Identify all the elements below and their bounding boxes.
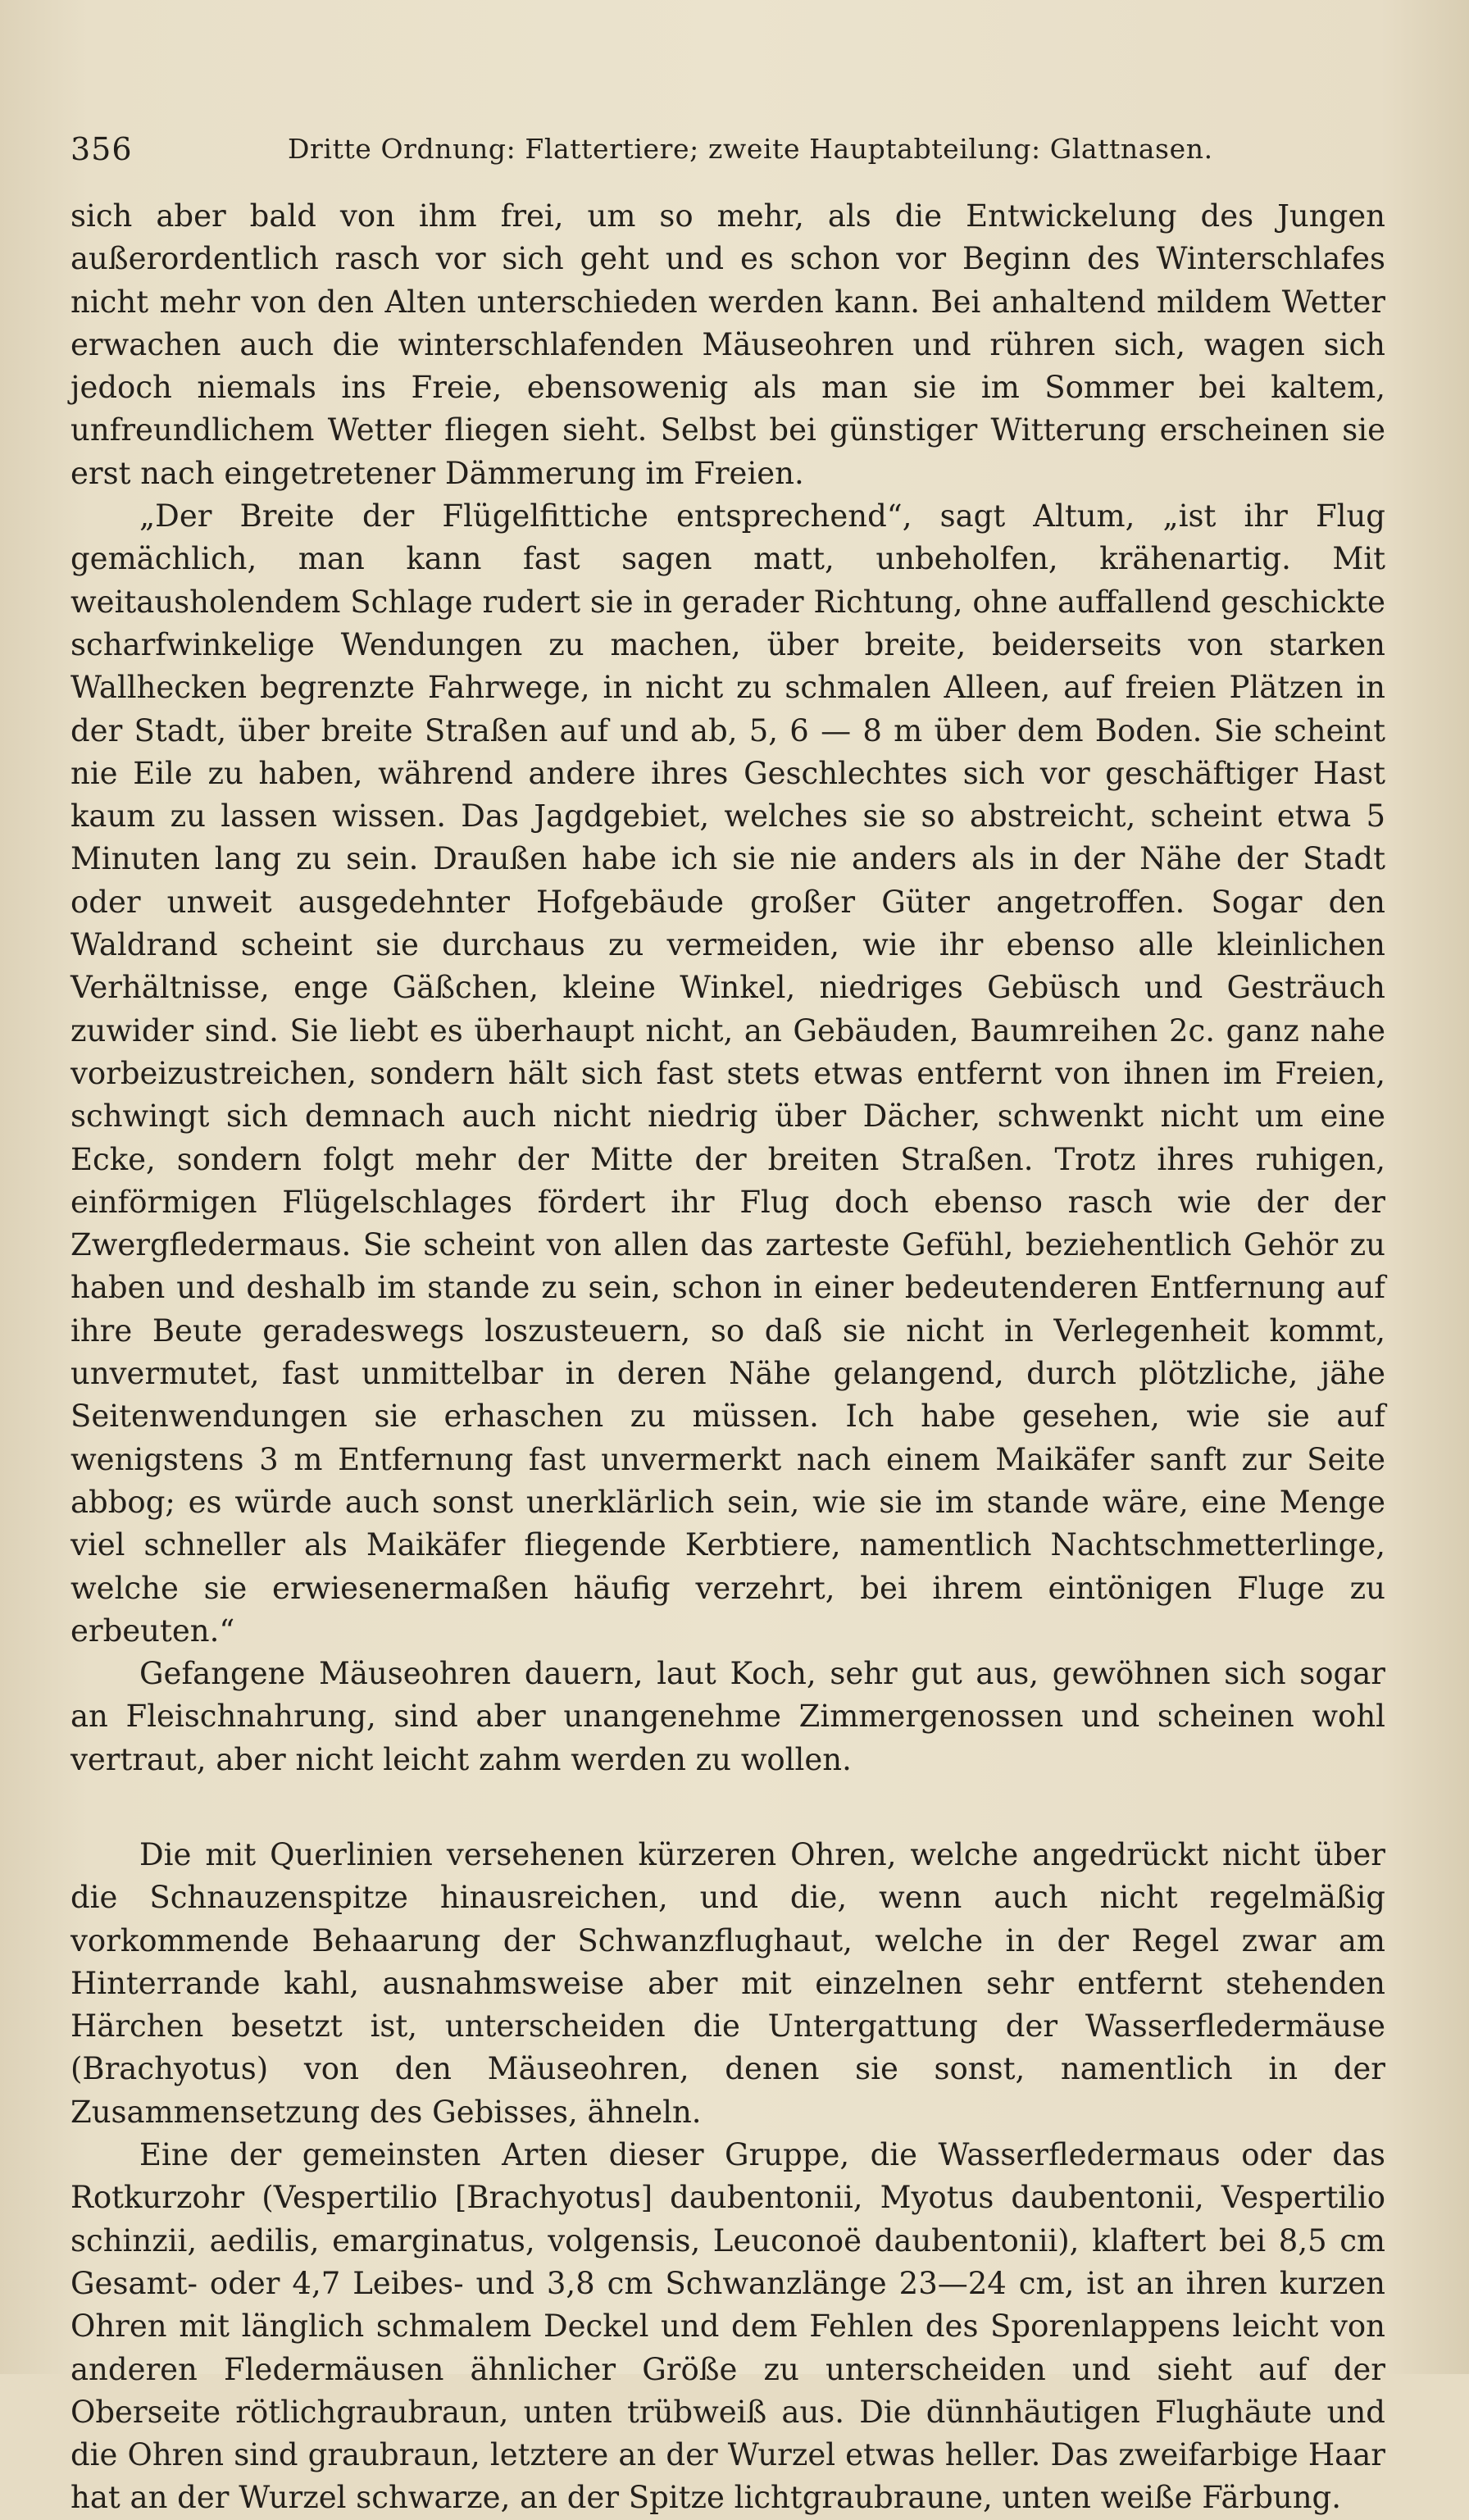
page-body [70, 195, 1385, 2520]
page-number: 356 [70, 131, 133, 167]
paragraph-captivity: Gefangene Mäuseohren dauern, laut Koch, sehr gut aus, gewöhnen sich sogar an Fleischnahrung, sind aber unangenehme Zimmergenossen und scheinen wohl vertraut, aber nicht leicht zahm werden zu wollen. [70, 1656, 1385, 1777]
page-header [70, 131, 1387, 172]
paragraph-altum-quote: „Der Breite der Flügelfittiche entsprechend“, sagt Altum, „ist ihr Flug gemächlich, man kann fast sagen matt, unbeholfen, krähenartig. Mit weitausholendem Schlage rudert sie in gerader Richtung, ohne auffallend geschickte scharfwinkelige Wendungen zu machen, über breite, beiderseits von starken Wallhecken begrenzte Fahrwege, in nicht zu schmalen Alleen, auf freien Plätzen in der Stadt, über breite Straßen auf und ab, 5, 6 — 8 m über dem Boden. Sie scheint nie Eile zu haben, während andere ihres Geschlechtes sich vor geschäftiger Hast kaum zu lassen wissen. Das Jagdgebiet, welches sie so abstreicht, scheint etwa 5 Minuten lang zu sein. Draußen habe ich sie nie anders als in der Nähe der Stadt oder unweit ausgedehnter Hofgebäude großer Güter angetroffen. Sogar den Waldrand scheint sie durchaus zu vermeiden, wie ihr ebenso alle kleinlichen Verhältnisse, enge Gäßchen, kleine Winkel, niedriges Gebüsch und Gesträuch zuwider sind. Sie liebt es überhaupt nicht, an Gebäuden, Baumreihen 2c. ganz nahe vorbeizustreichen, sondern hält sich fast stets etwas entfernt von ihnen im Freien, schwingt sich demnach auch nicht niedrig über Dächer, schwenkt nicht um eine Ecke, sondern folgt mehr der Mitte der breiten Straßen. Trotz ihres ruhigen, einförmigen Flügelschlages fördert ihr Flug doch ebenso rasch wie der der Zwergfledermaus. Sie scheint von allen das zarteste Gefühl, beziehentlich Gehör zu haben und deshalb im stande zu sein, schon in einer bedeutenderen Entfernung auf ihre Beute geradeswegs loszusteuern, so daß sie nicht in Verlegenheit kommt, unvermutet, fast unmittelbar in deren Nähe gelangend, durch plötzliche, jähe Seitenwendungen sie erhaschen zu müssen. Ich habe gesehen, wie sie auf wenigstens 3 m Entfernung fast unvermerkt nach einem Maikäfer sanft zur Seite abbog; es würde auch sonst unerklärlich sein, wie sie im stande wäre, eine Menge viel schneller als Maikäfer fliegende Kerbtiere, namentlich Nachtschmetterlinge, welche sie erwiesenermaßen häufig verzehrt, bei ihrem eintönigen Fluge zu erbeuten.“ [70, 498, 1385, 1649]
section-gap [70, 1781, 1385, 1834]
paragraph-brachyotus: Die mit Querlinien versehenen kürzeren Ohren, welche angedrückt nicht über die Schnauzenspitze hinausreichen, und die, wenn auch nicht regelmäßig vorkommende Behaarung der Schwanzflughaut, welche in der Regel zwar am Hinterrande kahl, ausnahmsweise aber mit einzelnen sehr entfernt stehenden Härchen besetzt ist, unterscheiden die Untergattung der Wasserfledermäuse (Brachyotus) von den Mäuseohren, denen sie sonst, namentlich in der Zusammensetzung des Gebisses, ähneln. [70, 1836, 1385, 2130]
paragraph-continuation: sich aber bald von ihm frei, um so mehr, als die Entwickelung des Jungen außerordentlich rasch vor sich geht und es schon vor Beginn des Winterschlafes nicht mehr von den Alten unterschieden werden kann. Bei anhaltend mildem Wetter erwachen auch die winterschlafenden Mäuseohren und rühren sich, wagen sich jedoch niemals ins Freie, ebensowenig als man sie im Sommer bei kaltem, unfreundlichem Wetter fliegen sieht. Selbst bei günstiger Witterung erscheinen sie erst nach eingetretener Dämmerung im Freien. [70, 198, 1385, 491]
running-head: Dritte Ordnung: Flattertiere; zweite Hauptabteilung: Glattnasen. [288, 133, 1213, 165]
paragraph-wasserfledermaus: Eine der gemeinsten Arten dieser Gruppe, die Wasserfledermaus oder das Rotkurzohr (Vespertilio [Brachyotus] daubentonii, Myotus daubentonii, Vespertilio schinzii, aedilis, emarginatus, volgensis, Leuconoë daubentonii), klaftert bei 8,5 cm Gesamt- oder 4,7 Leibes- und 3,8 cm Schwanzlänge 23—24 cm, ist an ihren kurzen Ohren mit länglich schmalem Deckel und dem Fehlen des Sporenlappens leicht von anderen Fledermäusen ähnlicher Größe zu unterscheiden und sieht auf der Oberseite rötlichgraubraun, unten trübweiß aus. Die dünnhäutigen Flughäute und die Ohren sind graubraun, letztere an der Wurzel etwas heller. Das zweifarbige Haar hat an der Wurzel schwarze, an der Spitze lichtgraubraune, unten weiße Färbung. [70, 2137, 1385, 2516]
